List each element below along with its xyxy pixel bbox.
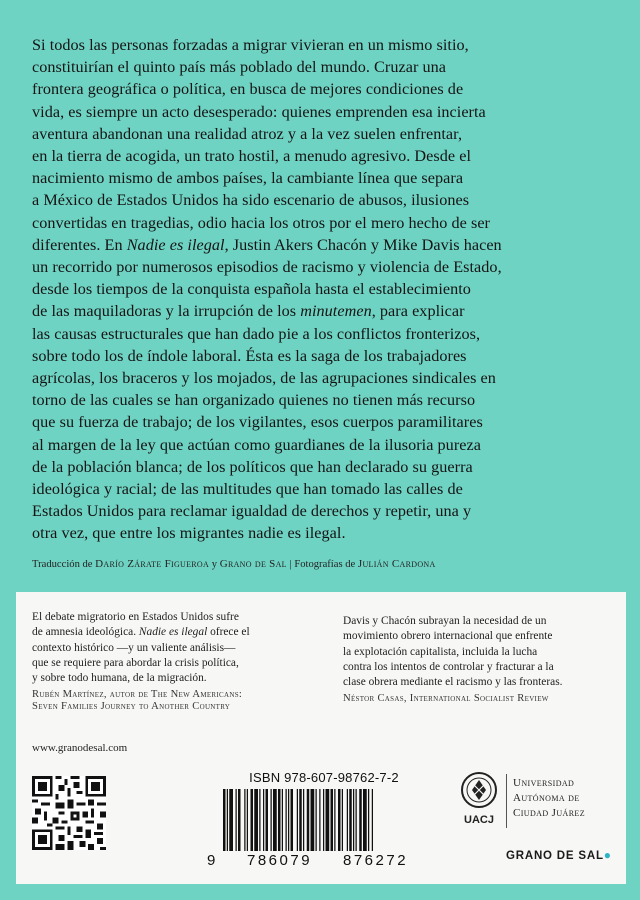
barcode-bar [326,789,330,851]
synopsis-line [32,300,617,322]
text-segment: torno de las cuales se han organizado quienes no tienen más recurso [32,391,476,410]
text-segment: en la tierra de acogida, un trato hostil, a menudo agresivo. Desde el [32,147,472,166]
isbn-label: ISBN 978-607-98762-7-2 [249,770,399,785]
synopsis-line [32,323,617,345]
synopsis-line [32,411,617,433]
barcode-bar [266,789,269,851]
synopsis-line [32,56,617,78]
translator-name: Darío Zárate Figueroa [95,558,210,570]
barcode-bar [247,789,248,851]
text-segment: frontera geográfica o política, en busca de mejores condiciones de [32,80,464,99]
synopsis-line [32,278,617,300]
barcode-bar [353,789,354,851]
barcode-bar [278,789,281,851]
ean-left-group: 786079 [247,852,313,869]
text-segment: ideológica y racial; de las multitudes que han tomado las calles de [32,480,463,499]
translation-prefix: Traducción de [32,559,93,570]
photographer-name: Julián Cardona [357,558,436,570]
barcode-bar [342,789,343,851]
text-segment: otra vez, que entre los migrantes nadie es ilegal. [32,524,346,543]
synopsis-line [32,189,617,211]
text-segment: El debate migratorio en Estados Unidos sufre [32,611,239,623]
text-segment: de las maquiladoras y la irrupción de los [32,302,301,321]
barcode-bar [223,789,226,851]
text-segment: clase obrera mediante el racismo y las fronteras. [343,676,563,689]
credits-conjunction: y [211,559,218,570]
barcode-bar [311,789,315,851]
quote-right-body [343,614,618,690]
back-cover-panel [16,592,626,884]
synopsis-text [32,34,617,545]
quote-left-line [32,656,312,671]
synopsis-line [32,145,617,167]
barcode-bar [307,789,310,851]
quote-right-line [343,645,618,660]
text-segment: Estados Unidos para reclamar igualdad de derechos y repetir, una y [32,502,472,521]
publisher-url[interactable]: www.granodesal.com [32,742,128,754]
barcode [203,770,445,872]
university-seal-icon [459,770,499,830]
photos-prefix: Fotografías de [294,559,356,570]
text-segment: contra los intentos de controlar y fracturar a la [343,660,554,673]
barcode-bar [349,789,352,851]
barcode-bar [286,789,287,851]
barcode-bar [238,789,241,851]
university-name-line-2: Autónoma de [513,792,580,804]
text-segment: constituirían el quinto país más poblado del mundo. Cruzar una [32,58,446,77]
quote-right-attribution: Néstor Casas, International Socialist Review [343,693,549,705]
text-segment: y sobre todo humana, de la migración. [32,672,207,685]
text-segment: las causas estructurales que han dado pie a los conflictos fronterizos, [32,324,481,343]
italic-title: Nadie es ilegal [126,235,225,254]
italic-title: Nadie es ilegal [138,626,208,639]
quote-left-attribution-2: Seven Families Journey to Another Country [32,701,231,713]
barcode-bar [291,789,294,851]
synopsis-line [32,78,617,100]
text-segment: desde los tiempos de la conquista española hasta el establecimiento [32,280,471,299]
barcode-bar [334,789,335,851]
barcode-bar [227,789,228,851]
quote-left-body [32,610,312,686]
barcode-bar [356,789,357,851]
text-segment: movimiento obrero internacional que enfrente [343,630,553,643]
barcode-bar [297,789,298,851]
quote-left-line [32,671,312,686]
text-segment: diferentes. En [32,235,127,254]
quote-right-line [343,614,618,629]
quote-right-line [343,675,618,690]
text-segment: la explotación capitalista, incluida la lucha [343,645,538,658]
synopsis-line [32,434,617,456]
barcode-bar [303,789,304,851]
barcode-bar [338,789,341,851]
barcode-bar [254,789,258,851]
synopsis-line [32,500,617,522]
university-divider [506,774,507,828]
barcode-bar [282,789,283,851]
publisher-logo [506,848,612,862]
synopsis-line [32,478,617,500]
synopsis-line [32,367,617,389]
barcode-bar [323,789,324,851]
barcode-bar [372,789,373,851]
co-translator-name: Grano de Sal [219,558,287,570]
qr-code-icon [32,776,106,850]
quote-right-line [343,629,618,644]
publisher-dot-icon: ● [603,848,612,862]
barcode-bar [316,789,317,851]
quote-left-line [32,625,312,640]
text-segment: , Justin Akers Chacón y Mike Davis hacen [224,235,502,254]
barcode-bar [251,789,254,851]
synopsis-line [32,345,617,367]
barcode-bars-icon [223,789,428,851]
synopsis-line [32,234,617,256]
text-segment: al margen de la ley que actúan como guardianes de la ilusoria pureza [32,435,481,454]
university-acronym: UACJ [464,814,494,826]
synopsis-line [32,256,617,278]
barcode-bar [299,789,302,851]
synopsis-line [32,123,617,145]
text-segment: Davis y Chacón subrayan la necesidad de un [343,615,547,627]
publisher-name: GRANO DE SAL [506,850,604,862]
text-segment: nacimiento mismo de ambos países, la cambiante línea que separa [32,169,464,188]
italic-title: minutemen [300,302,372,321]
text-segment: convertidas en tragedias, odio hacia los otros por el mero hecho de ser [32,213,490,232]
barcode-bar [331,789,334,851]
synopsis-line [32,34,617,56]
barcode-bar [244,789,245,851]
quote-left-attribution-1: Rubén Martínez, autor de The New Americans: [32,689,243,701]
text-segment: contexto histórico —y un valiente análisis— [32,641,236,654]
credits-line [32,558,622,570]
barcode-bar [273,789,277,851]
text-segment: un recorrido por numerosos episodios de racismo y violencia de Estado, [32,258,502,277]
barcode-bar [368,789,369,851]
barcode-bar [229,789,233,851]
ean-first-digit: 9 [207,852,216,869]
barcode-bar [259,789,260,851]
barcode-bar [363,789,367,851]
text-segment: sobre todo los de índole laboral. Ésta es la saga de los trabajadores [32,346,467,365]
quote-left-line [32,641,312,656]
barcode-bar [359,789,362,851]
text-segment: agrícolas, los braceros y los mojados, de las agrupaciones sindicales en [32,369,496,388]
barcode-bar [319,789,320,851]
quote-right [343,614,618,705]
quote-right-line [343,660,618,675]
synopsis-line [32,212,617,234]
text-segment: vida, es siempre un acto desesperado: quienes emprenden esa incierta [32,102,486,121]
text-segment: aventura abandonan una realidad atroz y a la vez suelen enfrentar, [32,124,463,143]
text-segment: ofrece el [207,626,250,639]
text-segment: de la población blanca; de los políticos que han declarado su guerra [32,457,473,476]
credits-separator: | [289,559,292,570]
synopsis-line [32,101,617,123]
university-name-line-3: Ciudad Juárez [513,807,586,819]
synopsis-line [32,456,617,478]
barcode-bar [271,789,272,851]
synopsis-line [32,167,617,189]
barcode-bar [347,789,348,851]
ean-right-group: 876272 [343,852,409,869]
synopsis-line [32,389,617,411]
university-name [513,776,585,821]
text-segment: que se requiere para abordar la crisis política, [32,656,239,669]
barcode-bar [236,789,237,851]
university-name-line-1: Universidad [513,777,575,789]
text-segment: que su fuerza de trabajo; de los vigilantes, esos cuerpos paramilitares [32,413,483,432]
quote-left [32,610,312,713]
text-segment: , para explicar [371,302,465,321]
synopsis-line [32,522,617,544]
university-logo [459,768,624,832]
text-segment: de amnesia ideológica. [32,626,139,639]
text-segment: Si todos las personas forzadas a migrar vivieran en un mismo sitio, [32,36,469,54]
barcode-bar [263,789,264,851]
quote-left-line [32,610,312,625]
barcode-bar [288,789,289,851]
text-segment: a México de Estados Unidos ha sido escenario de abusos, ilusiones [32,191,470,210]
